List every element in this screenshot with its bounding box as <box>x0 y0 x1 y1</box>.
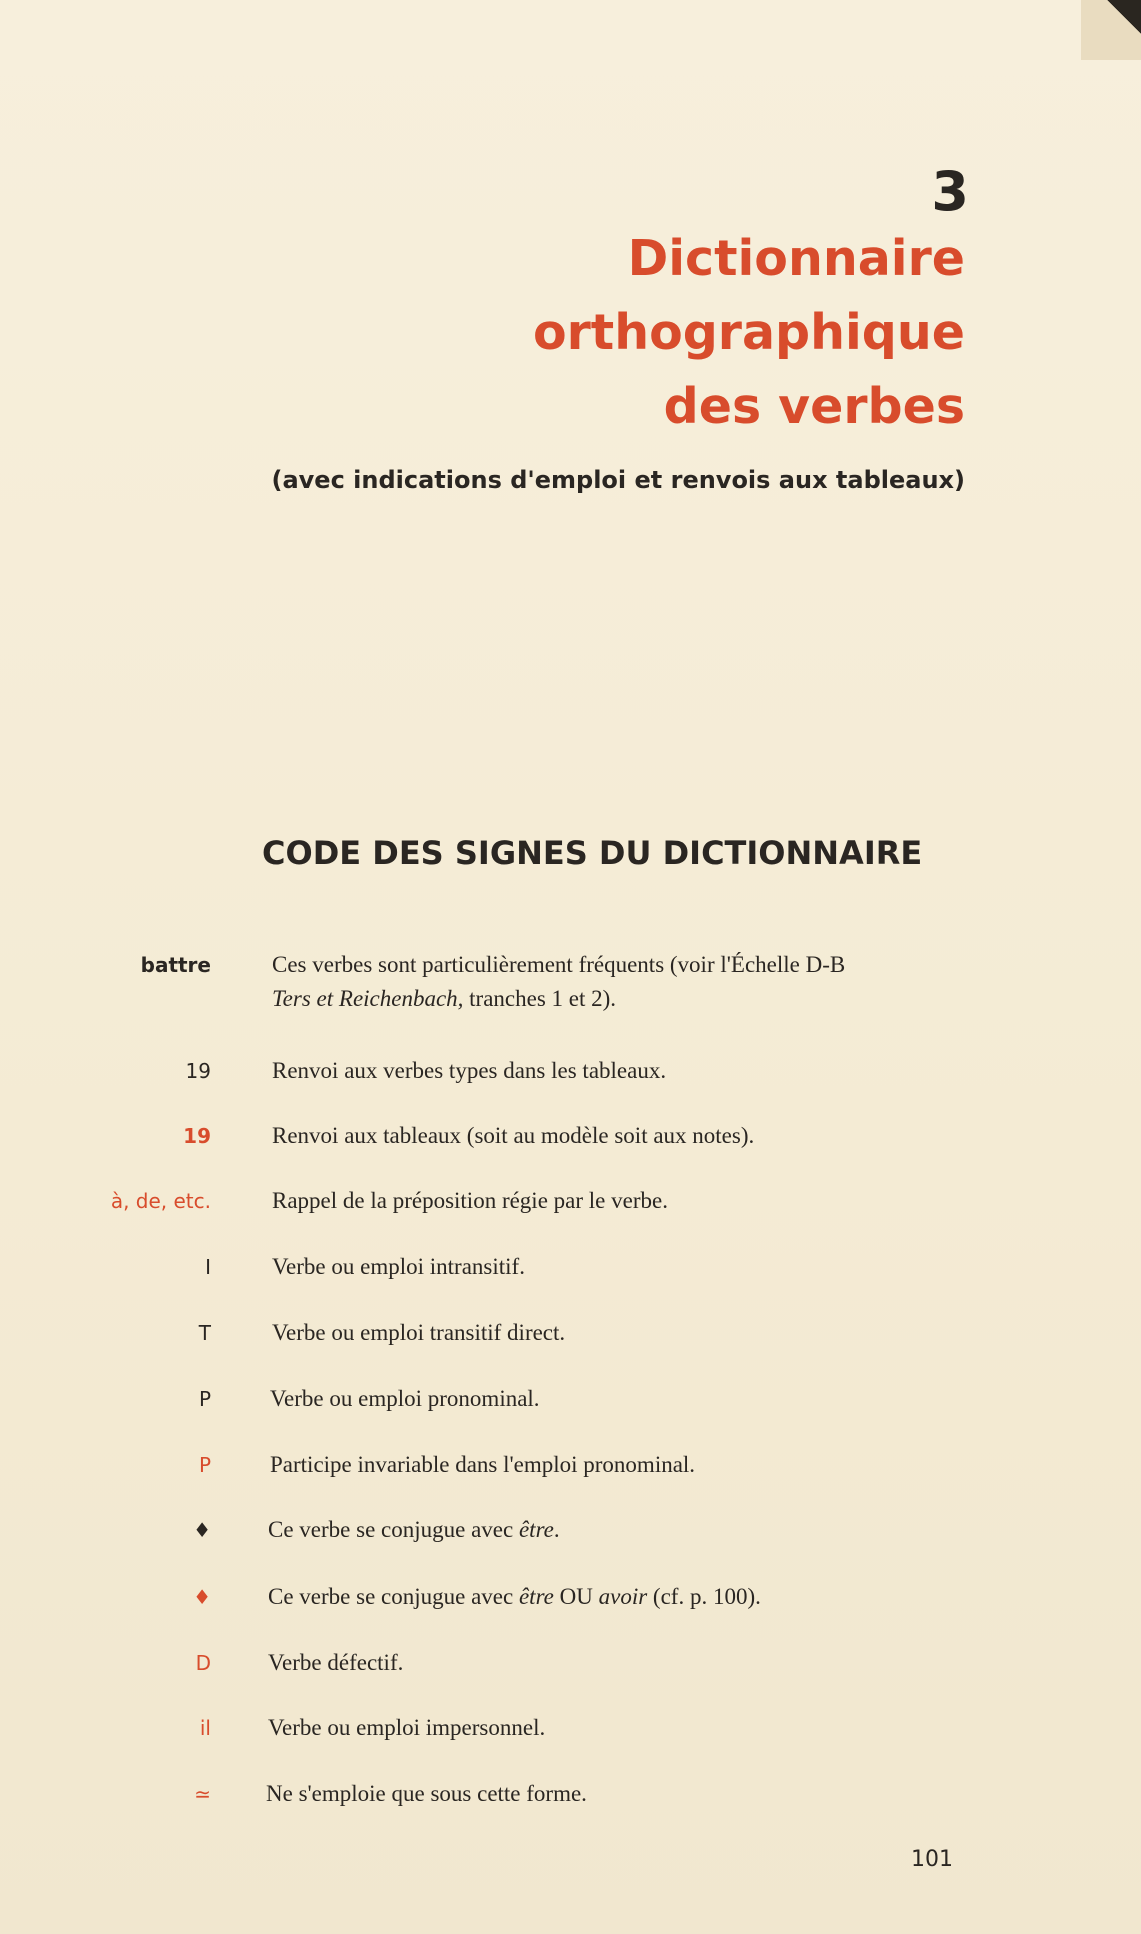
page-subtitle: (avec indications d'emploi et renvois aux tableaux) <box>271 466 965 494</box>
entry-symbol: il <box>199 1716 211 1740</box>
entry-symbol: battre <box>140 953 211 977</box>
diamond-red-icon: ♦ <box>193 1585 211 1609</box>
entry-symbol: T <box>198 1321 211 1345</box>
chapter-number: 3 <box>931 160 969 223</box>
page-number: 101 <box>911 1847 953 1872</box>
approx-icon: ≃ <box>194 1782 211 1806</box>
title-line-1: Dictionnaire <box>627 230 965 287</box>
entry-description: Ne s'emploie que sous cette forme. <box>266 1781 587 1806</box>
entry-symbol: 19 <box>183 1124 211 1148</box>
title-line-3: des verbes <box>663 378 965 435</box>
entry-symbol: à, de, etc. <box>110 1189 211 1213</box>
entry-description: Verbe défectif. <box>268 1650 404 1675</box>
entry-description: Ce verbe se conjugue avec être. <box>268 1517 560 1542</box>
entry-symbol: 19 <box>185 1059 211 1083</box>
entry-symbol: P <box>198 1387 211 1411</box>
entry-description: Rappel de la préposition régie par le verbe. <box>272 1188 668 1213</box>
entry-description: Verbe ou emploi pronominal. <box>270 1386 540 1411</box>
entry-description: Verbe ou emploi impersonnel. <box>268 1715 546 1740</box>
entry-symbol: P <box>198 1453 211 1477</box>
entry-description: Renvoi aux tableaux (soit au modèle soit aux notes). <box>272 1123 755 1148</box>
code-heading: CODE DES SIGNES DU DICTIONNAIRE <box>262 834 923 872</box>
entry-symbol: D <box>195 1651 211 1675</box>
page-title <box>533 222 965 444</box>
entry-symbol: I <box>205 1255 211 1279</box>
entry-description: Participe invariable dans l'emploi pronominal. <box>270 1452 696 1477</box>
entry-description: Renvoi aux verbes types dans les tableaux. <box>272 1058 667 1083</box>
title-line-2: orthographique <box>532 304 965 361</box>
diamond-black-icon: ♦ <box>193 1518 211 1542</box>
entry-description: Ces verbes sont particulièrement fréquents (voir l'Échelle D-B Ters et Reichenbach, tranches 1 et 2). <box>272 952 846 1011</box>
entry-description: Ce verbe se conjugue avec être OU avoir (cf. p. 100). <box>268 1584 761 1609</box>
page-corner <box>1081 0 1141 60</box>
entry-description: Verbe ou emploi intransitif. <box>272 1254 525 1279</box>
entry-description: Verbe ou emploi transitif direct. <box>272 1320 566 1345</box>
